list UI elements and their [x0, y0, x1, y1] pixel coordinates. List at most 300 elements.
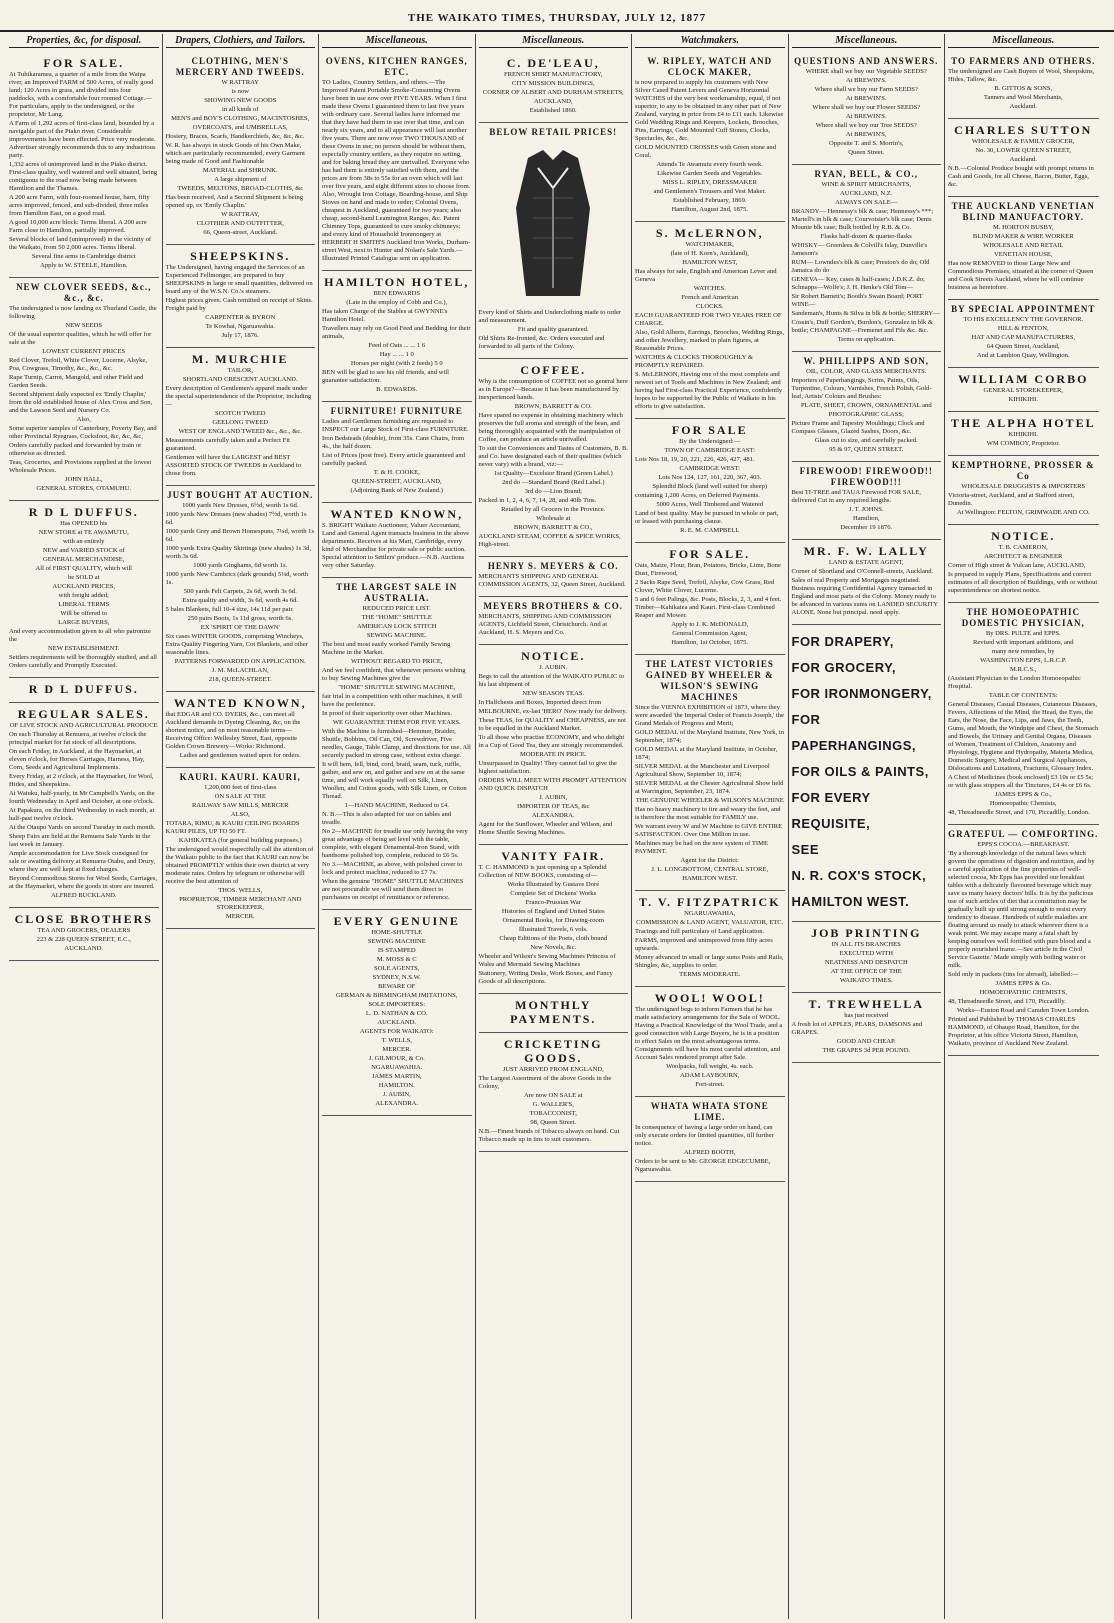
ad-line: FARMS, improved and unimproved from fifty acres upwards.: [635, 937, 773, 952]
ad-title: THE LARGEST SALE IN AUSTRALIA.: [336, 582, 458, 603]
ad-line: TAILOR,: [227, 367, 253, 374]
ad-line: LOWEST CURRENT PRICES: [42, 348, 126, 355]
ad-line: GENERAL MERCHANDISE,: [43, 556, 125, 563]
advertisement: [792, 993, 942, 1063]
ad-line: Tracings and full particulars of Land application.: [635, 928, 765, 935]
ad-line: A Chest of Medicines (book enclosed) £3 10s or £5 5s; or with glass stoppers all the Tinctures, £4 4s or £6 6s.: [948, 774, 1094, 789]
ad-line: LIBERAL TERMS: [58, 601, 110, 608]
ad-title: QUESTIONS AND ANSWERS.: [794, 56, 939, 66]
ad-line: Queen Street.: [848, 149, 885, 156]
ad-line: Illustrated Travels, 6 vols.: [518, 926, 588, 933]
ad-line: Every kind of Shirts and Underclothing made to order and measurement.: [478, 309, 621, 324]
ad-line: 5 bales Blankets, full 10-4 size, 14s 11d per pair.: [165, 606, 294, 613]
ad-line: 500 yards Felt Carpets, 2s 6d, worth 3s 6d.: [183, 588, 297, 595]
advertisement: [322, 52, 472, 271]
ad-line: CITY MISSION BUILDINGS,: [511, 80, 595, 87]
ad-line: (Adjoining Bank of New Zealand.): [350, 487, 443, 494]
ad-line: At BREWIN'S,: [845, 131, 887, 138]
advertisement: [479, 1033, 629, 1152]
advertisement: [948, 52, 1099, 119]
ad-line: TOTARA, RIMU, & KAURI CEILING BOARDS KAURI PILES, UP TO 50 FT.: [165, 820, 300, 835]
advertisement: [948, 300, 1099, 368]
ad-line: Works—Euston Road and Camden Town London.: [956, 1007, 1090, 1014]
ad-title: CHARLES SUTTON: [954, 123, 1093, 137]
ad-line: T. B. CAMERON,: [998, 544, 1048, 551]
ad-line: NEW ESTABLISHMENT.: [48, 645, 120, 652]
ad-line: 1—HAND MACHINE, Reduced to £4.: [344, 802, 449, 809]
column-header: Drapers, Clothiers, and Tailors.: [166, 34, 316, 48]
ad-title: T. V. FITZPATRICK: [638, 895, 781, 909]
ad-line: MATERIAL and SHRUNK.: [202, 167, 278, 174]
ad-line: MEN'S and BOY'S CLOTHING, MACINTOSHES,: [171, 115, 310, 122]
ad-title: T. TREWHELLA: [808, 997, 925, 1011]
ad-line: Woolpacks, full weight, 4s. each.: [666, 1063, 754, 1070]
ad-line: THE "HOME" SHUTTLE: [361, 614, 432, 621]
ad-line: EPPS'S COCOA.—BREAKFAST.: [977, 841, 1070, 848]
ad-line: WATCHMAKER,: [685, 241, 734, 248]
advertisement: [166, 52, 316, 245]
ad-line: L. D. NATHAN & CO.: [365, 1010, 428, 1017]
ad-line: N. R. COX'S STOCK,: [791, 868, 927, 883]
ad-line: (Late in the employ of Cobb and Co.),: [346, 299, 448, 306]
ad-line: SEE: [791, 842, 820, 857]
advertisement: [635, 222, 785, 419]
ad-line: OF LIVE STOCK AND AGRICULTURAL PRODUCE: [9, 722, 158, 729]
advertisement: [948, 525, 1099, 603]
advertisement: [322, 503, 472, 578]
ad-line: CAMBRIDGE WEST:: [679, 465, 741, 472]
ad-title: THE HOMOEOPATHIC DOMESTIC PHYSICIAN,: [961, 607, 1085, 628]
ad-line: Beyond Commodious Stores for Wool Seeds, Carriages, at the Haymarket, where the goods in store are insured.: [9, 875, 158, 890]
ad-title: CRICKETING GOODS.: [503, 1037, 603, 1065]
advertisement: [635, 543, 785, 655]
ad-line: JAMES EPPS & Co.,: [994, 791, 1052, 798]
ad-title: S. McLERNON,: [655, 226, 764, 240]
ad-line: Has taken Charge of the Stables at GWYNNE's Hamilton Hotel.: [322, 308, 448, 323]
ad-title: MR. F. W. LALLY: [803, 544, 929, 558]
ad-line: Machines may be had on the new system of TIME PAYMENT.: [635, 840, 769, 855]
ad-line: Apply to W. STEELE, Hamilton.: [40, 262, 128, 269]
advertisement: [792, 52, 942, 165]
ad-line: be SOLD at: [68, 574, 100, 581]
ad-line: AMERICAN LOCK STITCH: [357, 623, 437, 630]
ad-line: Have spared no expense in obtaining machinery which preserves the full aroma and strength of the bean, and being thoroughly acquainted with the manipulation of Coffee, can produce an article unrivalled.: [478, 412, 623, 443]
ad-title: KAURI. KAURI. KAURI,: [179, 772, 301, 782]
ad-line: 218, QUEEN-STREET.: [208, 676, 272, 683]
ad-line: MERCER.: [382, 1046, 412, 1053]
ad-line: HAMILTON WEST,: [682, 259, 738, 266]
ad-line: Land of best quality. May be pursued in whole or part, or leased with purchasing clause.: [635, 510, 779, 525]
ad-line: Horses per night (with 2 feeds) 5 0: [350, 360, 443, 367]
ad-line: 1000 yards Ginghams, 6d worth 1s.: [193, 562, 288, 569]
ad-title: WHATA WHATA STONE LIME.: [650, 1101, 769, 1122]
ad-line: The Undersigned, having engaged the Services of an Experienced Fellmonger, are prepared to buy SHEEPSKINS in large or small quantities, delivered on board any of the W.S.N. Co.'s steamers.: [165, 264, 313, 295]
ad-title: SHEEPSKINS.: [190, 249, 291, 263]
ad-line: French and American: [681, 294, 739, 301]
ad-line: 48, Threadneedle Street, and 170, Piccadilly.: [948, 998, 1066, 1005]
ad-line: TO Ladies, Country Settlers, and others.—The Improved Patent Portable Smoke-Consuming Ovens have been in use now over FIVE YEARS. When I first made these Ovens I guaranteed them to last five years with ordinary care. Several ladies have informed me that they have had them in use over that time, and can nearly six years, and to all appearance will last another five years. There are now over TWO THOUSAND of these Ovens in use; no person should be without them, especially country settlers, as they require no setting, and for baking bread they are unrivalled. Everyone who has had them is entirely satisfied with them, and the prices are from 38s to 55s for an oven which will last over five years, and eight different sizes to choose from. Also, Wrought Iron Cottage, Boarding-house, and Ship Stoves on hand and made to order; Colonial Ovens, cheapest in Auckland, guaranteed for two years; also cheap, second-hand Leamington Ranges, &c. Patent Chimney Tops, guaranteed to cure smoky chimneys; and every kind of Household Ironmongery at HERBERT H SMITH'S Auckland Iron Works, Durham-street West, next to Hunter and Nolan's Sale Yards.—Illustrated Printed Catalogue sent on application.: [322, 79, 471, 262]
ad-line: WITHOUT REGARD TO PRICE,: [350, 658, 443, 665]
ad-line: 98, Queen Street.: [530, 1119, 577, 1126]
ad-line: HOME-SHUTTLE: [371, 929, 423, 936]
ad-line: 223 & 228 QUEEN STREET, E.C.,: [36, 936, 131, 943]
advertisement: [948, 603, 1099, 825]
ad-line: New Novels, &c.: [530, 944, 577, 951]
ad-line: FOR PAPERHANGINGS,: [791, 712, 916, 753]
ad-line: LAND & ESTATE AGENT,: [828, 559, 904, 566]
ad-line: The undersigned are Cash Buyers of Wool, Sheepskins, Hides, Tallow, &c.: [948, 68, 1095, 83]
ad-line: EX 'SPIRIT OF THE DAWN': [200, 624, 280, 631]
ad-line: Red Clover, Trefoil, White Clover, Lucerne, Alsyke, Poa, Cowgrass, Timothy, &c., &c., &c.: [9, 357, 147, 372]
ad-line: fair trial in a competition with other machines, it will have the preference.: [322, 693, 462, 708]
ad-line: Auckland.: [1009, 103, 1037, 110]
ad-line: In consequence of having a large order on hand, can only execute orders for limited quantities, till further notice.: [635, 1124, 774, 1147]
ad-line: Victoria-street, Auckland, and at Stafford street, Dunedin.: [948, 492, 1075, 507]
column-1: [6, 34, 163, 1619]
ad-line: ALEXANDRA.: [375, 1100, 419, 1107]
ad-line: Where shall we buy our Flower SEEDS?: [812, 104, 921, 111]
ad-line: IMPORTER OF TEAS, &c: [517, 803, 590, 810]
ad-title: C. DE'LEAU,: [506, 56, 600, 70]
ad-line: N. B.—This is also adapted for use on tables and treadle.: [322, 811, 452, 826]
ad-line: Works Illustrated by Gustave Doré: [507, 881, 600, 888]
ad-line: Every Friday, at 2 o'clock, at the Haymarket, for Wool, Hides, and Sheepskins.: [9, 773, 154, 788]
ad-line: J. AUBIN,: [382, 1091, 411, 1098]
ad-line: ON SALE AT THE: [214, 793, 266, 800]
ad-line: NGARUAWAHIA,: [684, 910, 736, 917]
ad-line: WEST OF ENGLAND TWEED &c., &c., &c.: [178, 428, 302, 435]
ad-line: Sheep Fairs are held at the Remuera Sale Yards in the last week in January.: [9, 833, 151, 848]
ad-line: 250 pairs Boots, 1s 11d gross, worth 6s.: [187, 615, 293, 622]
column-6: [789, 34, 946, 1619]
ad-line: 48, Threadneedle Street, and 170, Piccadilly, London.: [948, 809, 1090, 816]
ad-line: Fit and quality guaranteed.: [517, 326, 589, 333]
ad-line: Terms on application.: [837, 336, 895, 343]
ad-line: Money advanced in small or large sums Posts and Rails, Shingles, &c, supplies to order.: [635, 954, 784, 969]
ad-line: Hosiery, Braces, Scarfs, Handkerchiefs, &c, &c, &c.: [165, 133, 305, 140]
advertisement: [635, 1097, 785, 1182]
ad-title: WANTED KNOWN,: [330, 507, 464, 521]
ad-title: R D L DUFFUS.: [28, 682, 139, 696]
ad-line: RAILWAY SAW MILLS, MERCER: [191, 802, 289, 809]
ad-line: BLIND MAKER & WIRE WORKER: [972, 233, 1074, 240]
ad-line: Measurements carefully taken and a Perfect Fit guaranteed.: [165, 437, 290, 452]
ad-line: The undersigned is now landing ex Thurland Castle, the following: [9, 305, 157, 320]
ad-line: PLATE, SHEET, CROWN, ORNAMENTAL and: [800, 402, 932, 409]
ad-line: By DRS. PULTE and EPPS.: [985, 630, 1061, 637]
ad-line: Sales of real Property and Mortgages negotiated. Business requiring Confidential Agency transacted in England and most parts of the Colony. Money ready to be advanced in various sums on LANDED SECURITY ALONE. None but principal. need apply.: [791, 577, 938, 616]
ad-line: ALSO,: [230, 811, 250, 818]
ad-line: GERMAN & BIRMINGHAM IMITATIONS,: [336, 992, 458, 999]
ad-title: REGULAR SALES.: [17, 707, 150, 721]
ad-line: Begs to call the attention of the WAIKATO PUBLIC to his last shipment of: [478, 673, 625, 688]
advertisement: [166, 245, 316, 348]
ad-line: Established 1860.: [529, 107, 577, 114]
advertisement: [635, 52, 785, 222]
ad-line: At Waiuku, half-yearly, in Mr Campbell's Yards, on the fourth Wednesday in April and October, at one o'clock.: [9, 790, 155, 805]
ad-title: THE LATEST VICTORIES GAINED BY WHEELER & WILSON'S SEWING MACHINES: [645, 659, 774, 702]
ad-line: Wholesale at: [536, 515, 571, 522]
ad-title: VANITY FAIR.: [501, 849, 606, 863]
ad-line: and Gentlemen's Trousers and Vest Maker.: [653, 188, 766, 195]
ad-line: 'By a thorough knowledge of the natural laws which govern the operations of digestion and nutrition, and by a careful application of the fine properties of well-selected cocoa, Mr Epps has provided our breakfast tables with a delicately flavoured beverage which may save us many heavy doctors' bills. It is by the judicious use of such articles of diet that a constitution may be gradually built up until strong enough to resist every tendency to disease. Hundreds of subtle maladies are floating around us ready to attack wherever there is a weak point. We may escape many a fatal shaft by keeping ourselves well fortified with pure blood and a properly nourished frame.—See article in the Civil Service Gazette.' Made simply with boiling water or milk.: [948, 850, 1095, 969]
ad-line: 1000 yards Extra Quality Skirtings (new shades) 1s 3d, worth 3s 6d.: [165, 545, 312, 560]
ad-line: General Commission Agent,: [672, 630, 748, 637]
ad-line: Settlers requirements will be thoroughly studied, and all Orders carefully and Promptly Executed.: [9, 654, 157, 669]
ad-line: Hay ... ... 1 0: [379, 351, 414, 358]
ad-line: REDUCED PRICE LIST.: [362, 605, 431, 612]
ad-line: Several fine arms in Cambridge district: [31, 253, 136, 260]
ad-line: Cossin's, Duff Gordon's, Burdon's, Gonzalez in blk & bottle; CHAMPAGNE—Fremenet and Fils &c. &c.: [791, 319, 934, 334]
column-4: [476, 34, 633, 1619]
ad-title: FURNITURE! FURNITURE: [330, 406, 463, 416]
ad-line: S. McLERNON, Having one of the most complete and newest set of Tools and Machines in New Zealand; and having had First-class Practical Experience, confidently hopes to be supported by the Public of Waikato in his efforts to give satisfaction.: [635, 371, 783, 410]
ad-line: WINE & SPIRIT MERCHANTS,: [821, 181, 912, 188]
ad-line: Importers of Paperhangings, Scrim, Paints, Oils, Turpentine, Colours, Varnishes, French Polish, Gold-leaf, Artists' Colours and Brushes:: [791, 377, 932, 400]
advertisement: [948, 456, 1099, 525]
advertisement: [166, 348, 316, 486]
ad-line: S. BRIGHT Waikato Auctioneer, Valuer Accountant, Land and General Agent transacts business in the above departments. Receives at his Mart, Cambridge, every kind of Merchandise for private sale or public auction. Special attention to Settlers' produce.—N.B. Auctions very other Saturday.: [322, 522, 470, 569]
ad-line: KAHIKATEA (for general building purposes.): [178, 837, 302, 844]
ad-line: All of FIRST QUALITY, which will: [35, 565, 132, 572]
ad-line: TEA AND GROCERS, DEALERS: [37, 927, 131, 934]
advertisement: [9, 703, 159, 908]
column-3: [319, 34, 476, 1619]
ad-line: Apply to J. K. McDONALD,: [671, 621, 749, 628]
ad-line: JAMES EPPS & Co.: [995, 980, 1051, 987]
ad-line: Ample accommodation for Live Stock consigned for sale or awaiting delivery at Remuera Otahu, and Drury, where they are well kept at fixed charges.: [9, 850, 156, 873]
ad-line: ALWAYS ON SALE—: [835, 199, 898, 206]
ad-line: The Largest Assortment of the above Goods in the Colony,: [478, 1075, 612, 1090]
advertisement: [792, 352, 942, 462]
ad-line: A good 10,000 acre block: Terms liberal. A 200 acre Farm close to Hamilton, partially improved.: [9, 219, 147, 234]
shirt-illustration: [479, 138, 629, 308]
ad-line: Also, Gold Alberts, Earrings, Brooches, Wedding Rings, and other Jewellery, marked in plain figures, at Reasonable Prices.: [635, 329, 784, 352]
column-header: Miscellaneous.: [322, 34, 472, 48]
ad-line: Hamilton, August 2nd, 1875.: [671, 206, 749, 213]
ad-line: 66, Queen-street, Auckland.: [203, 229, 278, 236]
ad-line: Old Shirts Re-fronted, &c. Orders executed and forwarded to all parts of the Colony.: [478, 335, 605, 350]
ad-line: COMMISSION & LAND AGENT, VALUATOR, ETC.: [636, 919, 784, 926]
ad-line: Likewise Garden Seeds and Vegetables.: [657, 170, 763, 177]
ad-line: BEN will be glad to see his old friends, and will guarantee satisfaction.: [322, 369, 449, 384]
ad-line: Flasks half-dozen & quarter-flasks: [820, 233, 912, 240]
ad-line: FOR GROCERY,: [791, 660, 896, 675]
ad-title: JOB PRINTING: [811, 926, 922, 940]
ad-line: SILVER MEDAL at the Manchester and Liverpool Agricultural Show, September 10, 1874;: [635, 763, 770, 778]
advertisement: [9, 278, 159, 501]
advertisement: [792, 922, 942, 993]
ad-line: JUST ARRIVED FROM ENGLAND,: [502, 1066, 604, 1073]
ad-line: ORDERS WILL MEET WITH PROMPT ATTENTION AND QUICK DISPATCH: [478, 777, 627, 792]
ad-line: ALFRED BUCKLAND.: [50, 892, 117, 899]
column-5: [632, 34, 789, 1619]
ad-line: GENERAL STOREKEEPER,: [983, 387, 1063, 394]
ad-title: JUST BOUGHT AT AUCTION.: [167, 490, 314, 500]
column-header: Miscellaneous.: [948, 34, 1099, 48]
ad-title: NOTICE.: [991, 529, 1056, 543]
advertisement: [479, 359, 629, 557]
ad-title: GRATEFUL — COMFORTING.: [948, 829, 1099, 839]
ad-line: SOLE IMPORTERS:: [368, 1001, 426, 1008]
ad-line: 1000 yards New Dresses, 6½d, worth 1s 6d.: [182, 502, 299, 509]
ad-line: 5000 Acres, Well Timbered and Watered: [656, 501, 764, 508]
ad-line: Agent for the Sunflower, Wheeler and Wilson, and Home Shuttle Sewing Machines.: [478, 821, 613, 836]
ad-line: 2 Sacks Rape Seed, Trefoil, Alsyke, Cow Grass, Red Clover, White Clover, Lucerne.: [635, 579, 775, 594]
ad-line: At BREWIN'S.: [845, 95, 887, 102]
ad-line: NEW STORE at TE AWAMUTU,: [38, 529, 129, 536]
advertisement: [792, 165, 942, 352]
ad-title: FOR SALE.: [43, 56, 125, 70]
ad-line: TO HIS EXCELLENCY THE GOVERNOR.: [963, 316, 1084, 323]
ad-line: HILL & FENTON,: [997, 325, 1049, 332]
ad-line: OIL, COLOR, AND GLASS MERCHANTS.: [806, 368, 927, 375]
ad-line: Lots Nos 18, 19, 20, 221, 226, 426, 427, 481.: [635, 456, 755, 463]
ad-line: Splendid Block (land well suited for sheep): [652, 483, 768, 490]
ad-line: A fresh lot of APPLES, PEARS, DAMSONS and GRAPES.: [791, 1021, 923, 1036]
ad-line: Fort-street.: [695, 1081, 725, 1088]
ad-line: Glass cut to size, and carefully packed.: [814, 437, 918, 444]
ad-line: N.B.—Finest brands of Tobacco always on hand. Cut Tobacco made up in tins to suit customers.: [478, 1128, 620, 1143]
ad-title: FOR SALE: [671, 423, 748, 437]
ad-title: RYAN, BELL, & CO.,: [814, 169, 919, 179]
ad-title: BY SPECIAL APPOINTMENT: [951, 304, 1096, 314]
ad-line: Corner of Shortland and O'Connell-streets, Auckland.: [791, 568, 934, 575]
ad-line: many new remedies, by: [991, 648, 1055, 655]
ad-line: GENERAL STORES, OTAMUHU.: [36, 485, 132, 492]
ad-line: HAT AND CAP MANUFACTURERS,: [971, 334, 1076, 341]
ad-line: Six cases WINTER GOODS, comprising Wincheys, Extra Quality Fingering Yarn, Cot Blankets, and other seasonable lines.: [165, 633, 308, 656]
ad-line: ADAM LAYBOURN,: [680, 1072, 740, 1079]
ad-line: 1000 yards New Cambrics (dark grounds) 5¼d, worth 1s.: [165, 571, 309, 586]
ad-line: Picture Frame and Tapestry Mouldings; Clock and Compass Glasses, Glazed Sashes, Doors, &c.: [791, 420, 925, 435]
ad-line: Teas, Groceries, and Provisions supplied at the lowest Wholesale Prices.: [9, 459, 152, 474]
ad-line: BROWN, BARRETT & CO.,: [513, 524, 593, 531]
advertisement: [9, 678, 159, 703]
ad-line: Where shall we buy our Farm SEEDS?: [814, 86, 918, 93]
ad-line: WHOLESALE DRUGGISTS & IMPORTERS: [961, 483, 1086, 490]
advertisement: [792, 540, 942, 625]
ad-title: OVENS, KITCHEN RANGES, ETC.: [325, 56, 468, 77]
ad-line: J. AUBIN.: [539, 664, 568, 671]
ad-line: 1000 yards New Dresses (new shades) 7½d, worth 1s 6d.: [165, 511, 307, 526]
ad-title: THE AUCKLAND VENETIAN BLIND MANUFACTORY.: [951, 201, 1095, 222]
ad-line: BROWN, BARRETT & CO.: [514, 403, 592, 410]
ad-line: (late of H. Korn's, Auckland),: [670, 250, 749, 257]
ad-line: AUCKLAND,: [533, 98, 573, 105]
advertisement: [9, 501, 159, 678]
ad-line: CORNER OF ALBERT AND DURHAM STREETS,: [482, 89, 624, 96]
ad-line: GENEVA— Key, cases & half-cases; J.D.K.Z. do; Schnapps—Wolfe's; J. H. Henke's Old Tom—: [791, 276, 925, 291]
ad-line: And we feel confident, that whenever persons wishing to buy Sewing Machines give the: [322, 667, 466, 682]
ad-line: TOWN OF CAMBRIDGE EAST:: [664, 447, 756, 454]
ad-line: WHOLESALE AND RETAIL: [983, 242, 1064, 249]
ad-line: B. GITTOS & SONS,: [994, 85, 1053, 92]
ad-line: At the Otaupo Yards on second Tuesday in each month.: [9, 824, 156, 831]
ad-line: KIHIKIHI.: [1008, 396, 1038, 403]
ad-line: M. MOSS & C: [376, 956, 417, 963]
ad-line: WHERE shall we buy our Vegetable SEEDS?: [805, 68, 927, 75]
ad-line: VENETIAN HOUSE,: [993, 251, 1053, 258]
masthead-title: THE WAIKATO TIMES, THURSDAY, JULY 12, 1877: [407, 12, 707, 24]
ad-line: General Diseases, Casual Diseases, Cutaneous Diseases, Fevers, Affections of the Mind, the Head, the Eyes, the Ears, the Nose, the Face, Lips, and Jaws, the Teeth, Gums, and Mouth, the Windpipe and Chest, the Stomach and Bowels, the Urinary and Genital Organs, Diseases of Women, Treatment of Children, Anatomy and Physiology, Hygiene and Hydropathy, Materia Medica, Domestic Surgery, Medical and Surgical Appliances, Dislocations and Luxations, Fractures, Glossary Index.: [948, 701, 1099, 772]
advertisement: [166, 768, 316, 929]
ad-line: THE GRAPES 3d PER POUND.: [822, 1047, 911, 1054]
ad-line: WHISKY— Greenlees & Colvill's Islay, Dunville's Jameson's: [791, 242, 928, 257]
advertisement: [322, 271, 472, 402]
ad-line: Hamilton, 1st October, 1875.: [671, 639, 749, 646]
ad-line: has just received: [844, 1012, 889, 1019]
ad-line: KIHIKIHI.: [1008, 431, 1038, 438]
ad-line: "HOME" SHUTTLE SEWING MACHINE,: [338, 684, 456, 691]
column-header: Properties, &c, for disposal.: [9, 34, 159, 48]
ad-line: Opposite T. and S. Morrin's,: [829, 140, 904, 147]
ad-line: SOLE AGENTS,: [374, 965, 420, 972]
ad-line: MERCHANTS SHIPPING AND GENERAL COMMISSION AGENTS, 32, Queen Street, Auckland.: [478, 573, 626, 588]
ad-line: A large shipment of: [214, 176, 267, 183]
ad-line: Ladies and Gentlemen furnishing are requested to INSPECT our Large Stock of First-class FURNITURE.: [322, 418, 469, 433]
ad-line: 3rd do —Lion Brand;: [524, 488, 582, 495]
ad-line: Te Kowhai, Ngaruawahia.: [205, 323, 275, 330]
ad-line: Iron Bedsteads (double), from 35s. Cane Chairs, from 4s., the half dozen.: [322, 435, 465, 450]
ad-title: W. PHILLIPPS AND SON,: [803, 356, 929, 366]
advertisement: [166, 692, 316, 768]
ad-line: WASHINGTON EPPS, L.R.C.P.: [980, 657, 1067, 664]
advertisement: [479, 557, 629, 597]
ad-line: WM COMBOY, Proprietor.: [986, 440, 1060, 447]
ad-line: FRENCH SHIRT MANUFACTORY,: [503, 71, 603, 78]
ad-line: W. R. has always in stock Goods of his Own Make, which are particularly recommended, every Garment being made of Good and Fashionable: [165, 142, 306, 165]
ad-line: Of the usual superior qualities, which he will offer for sale at the: [9, 331, 152, 346]
ad-line: Homoeopathic Chemists,: [989, 800, 1057, 807]
ad-line: J. M. McLACHLAN,: [211, 667, 269, 674]
ad-line: List of Prices (post free). Every article guaranteed and carefully packed.: [322, 452, 465, 467]
ad-line: AUCKLAND, N.Z.: [840, 190, 893, 197]
ad-line: HOMOEOPATHIC CHEMISTS,: [979, 989, 1067, 996]
ad-line: Rape Turnip, Carrot, Mangold, and other Field and Garden Seeds.: [9, 374, 144, 389]
ad-line: GEELONG TWEED: [212, 419, 269, 426]
ad-line: These TEAS, for QUALITY and CHEAPNESS, are not to be equalled in the Auckland Market.: [478, 717, 626, 732]
ad-line: Corner of High street & Vulcan lane, AUCKLAND,: [948, 562, 1086, 569]
ad-line: Gentlemen will have the LARGEST and BEST ASSORTED STOCK OF TWEEDS in Auckland to chose from.: [165, 454, 302, 477]
ad-title: R D L DUFFUS.: [28, 505, 139, 519]
ad-line: PATTERNS FORWARDED ON APPLICATION.: [174, 658, 306, 665]
column-header: Miscellaneous.: [479, 34, 629, 48]
ad-line: Best TI-TREE and TAUA Firewood FOR SALE, delivered Cut in any required lengths.: [791, 489, 921, 504]
ad-line: Where shall we buy our Tree SEEDS?: [815, 122, 917, 129]
ad-line: B. EDWARDS.: [376, 386, 418, 393]
ad-line: WATCHES & CLOCKS THOROUGHLY & PROMPTLY REPAIRED.: [635, 354, 754, 369]
ad-line: No 3.—MACHINE, as above, with polished cover to lock and protect machine, reduced to £7 7s.: [322, 861, 463, 876]
ad-line: Ladies and gentlemen waited upon for orders.: [179, 752, 301, 759]
advertisement: [166, 486, 316, 692]
ad-line: By the Undersigned:—: [679, 438, 741, 445]
ad-line: WATCHES.: [693, 285, 726, 292]
ad-title: WANTED KNOWN,: [173, 696, 307, 710]
ad-line: And every accommodation given to all who patronize the: [9, 628, 151, 643]
ad-line: Attends Te Awamutu every fourth week.: [656, 161, 763, 168]
ad-line: Will be offered to: [60, 610, 108, 617]
ad-line: A Farm of 1,292 acres of first-class land, bounded by a navigable part of the Piako river. Considerable improvements have been effected. Price very moderate. Advertiser strongly recommends this to any industrious party.: [9, 120, 156, 159]
ad-line: Stationery, Writing Desks, Work Boxes, and Fancy Goods of all descriptions.: [478, 970, 613, 985]
advertisement: [792, 625, 942, 922]
ad-line: FOR IRONMONGERY,: [791, 686, 932, 701]
ad-title: MEYERS BROTHERS & CO.: [483, 601, 624, 611]
ad-title: M. MURCHIE: [191, 352, 289, 366]
ad-line: MELBOURNE, ex-last 'HERO' Now ready for delivery.: [478, 708, 627, 715]
advertisement: [479, 845, 629, 994]
ad-line: Highest prices given. Cash remitted on receipt of Skins. Freight paid by: [165, 297, 313, 312]
